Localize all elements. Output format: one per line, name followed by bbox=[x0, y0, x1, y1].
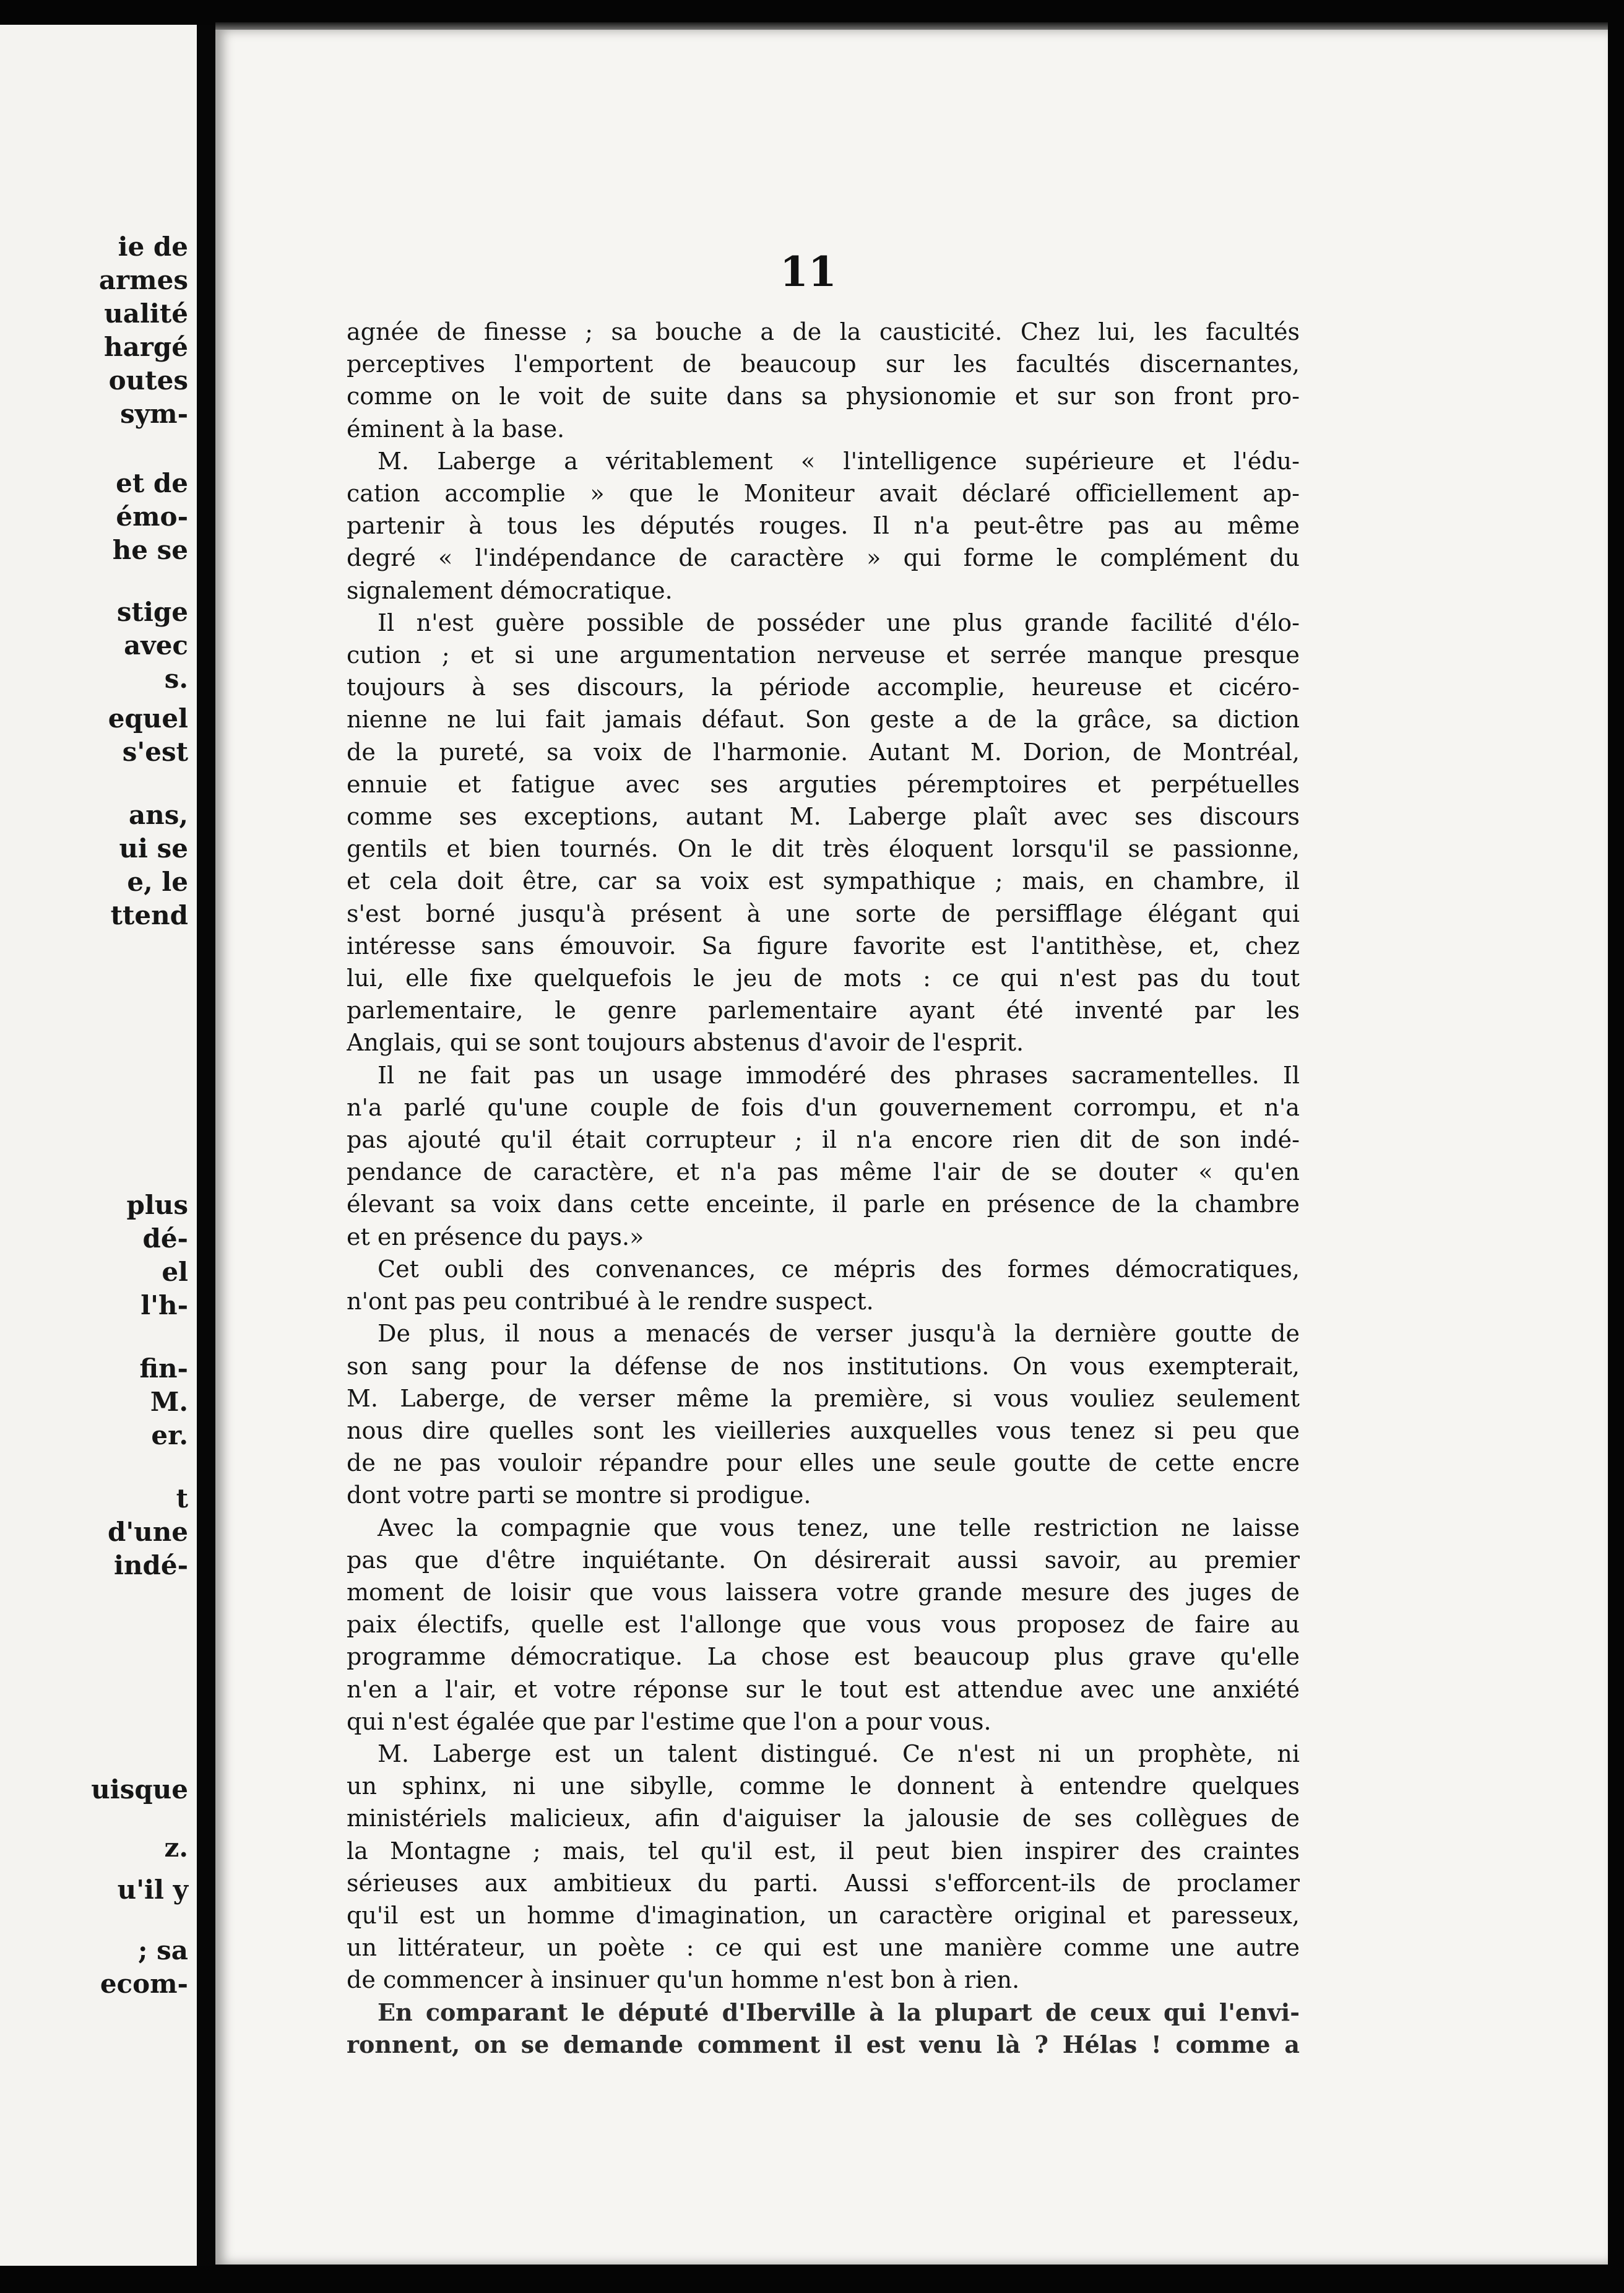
paragraph bbox=[347, 1059, 1300, 1253]
text-line: de commencer à insinuer qu'un homme n'est bon à rien. bbox=[347, 1966, 1020, 1994]
text-line: un sphinx, ni une sibylle, comme le donnent à entendre quelques bbox=[347, 1772, 1300, 1800]
text-line: son sang pour la défense de nos institutions. On vous exempterait, bbox=[347, 1352, 1300, 1380]
facing-page-text-line: ; sa bbox=[138, 1935, 188, 1966]
facing-page-text-line: ecom- bbox=[100, 1969, 188, 1999]
paragraph bbox=[347, 1512, 1300, 1738]
text-line: pas que d'être inquiétante. On désirerait aussi savoir, au premier bbox=[347, 1546, 1300, 1574]
facing-page-text-line: he se bbox=[112, 535, 188, 565]
facing-page-text-line: l'h- bbox=[140, 1290, 188, 1320]
text-line: n'ont pas peu contribué à le rendre suspect. bbox=[347, 1288, 874, 1316]
text-line: parlementaire, le genre parlementaire ayant été inventé par les bbox=[347, 997, 1300, 1025]
text-line: signalement démocratique. bbox=[347, 576, 673, 604]
text-line: Il n'est guère possible de posséder une plus grande facilité d'élo- bbox=[378, 609, 1300, 636]
facing-page-text-line: stige bbox=[116, 597, 188, 627]
text-line: nienne ne lui fait jamais défaut. Son geste a de la grâce, sa diction bbox=[347, 706, 1300, 734]
text-line: ministériels malicieux, afin d'aiguiser la jalousie de ses collègues de bbox=[347, 1805, 1300, 1832]
text-line: toujours à ses discours, la période accomplie, heureuse et cicéro- bbox=[347, 674, 1300, 701]
facing-page-text-line: plus bbox=[126, 1190, 188, 1220]
body-text bbox=[347, 316, 1300, 2061]
paragraph bbox=[347, 1253, 1300, 1317]
text-line: dont votre parti se montre si prodigue. bbox=[347, 1481, 811, 1509]
paragraph bbox=[347, 445, 1300, 607]
text-line: nous dire quelles sont les vieilleries auxquelles vous tenez si peu que bbox=[347, 1416, 1300, 1444]
paragraph bbox=[347, 316, 1300, 445]
facing-page-text-line: fin- bbox=[139, 1353, 188, 1384]
text-line: perceptives l'emportent de beaucoup sur les facultés discernantes, bbox=[347, 350, 1300, 378]
text-line: Anglais, qui se sont toujours abstenus d'avoir de l'esprit. bbox=[347, 1029, 1024, 1057]
facing-page-text-line: M. bbox=[150, 1387, 188, 1417]
text-line: programme démocratique. La chose est beaucoup plus grave qu'elle bbox=[347, 1643, 1300, 1671]
text-line: élevant sa voix dans cette enceinte, il parle en présence de la chambre bbox=[347, 1190, 1300, 1218]
facing-page-text-line: outes bbox=[108, 365, 188, 396]
facing-page-text-line: d'une bbox=[107, 1517, 188, 1547]
facing-page-text-line: indé- bbox=[113, 1550, 188, 1580]
facing-page-text-line: u'il y bbox=[117, 1875, 188, 1905]
text-line: agnée de finesse ; sa bouche a de la causticité. Chez lui, les facultés bbox=[347, 318, 1300, 345]
paragraph bbox=[347, 1317, 1300, 1511]
facing-page-text-line: equel bbox=[108, 703, 188, 734]
text-line: un littérateur, un poète : ce qui est une manière comme une autre bbox=[347, 1934, 1300, 1962]
facing-page-text-line: er. bbox=[151, 1420, 188, 1450]
text-line: s'est borné jusqu'à présent à une sorte de persifflage élégant qui bbox=[347, 899, 1300, 927]
text-line: degré « l'indépendance de caractère » qui forme le complément du bbox=[347, 544, 1300, 572]
text-line: pas ajouté qu'il était corrupteur ; il n'a encore rien dit de son indé- bbox=[347, 1126, 1300, 1154]
text-line: partenir à tous les députés rouges. Il n'a peut-être pas au même bbox=[347, 512, 1300, 540]
facing-page-text-line: e, le bbox=[127, 867, 188, 897]
facing-page-text-line: ie de bbox=[118, 232, 188, 262]
facing-page-text-line: hargé bbox=[104, 332, 188, 362]
facing-page-text-line: ans, bbox=[128, 800, 188, 830]
facing-page-text-line: s'est bbox=[122, 737, 188, 767]
facing-page-text-line: ualité bbox=[104, 298, 188, 329]
text-line: intéresse sans émouvoir. Sa figure favorite est l'antithèse, et, chez bbox=[347, 932, 1300, 960]
text-line: de ne pas vouloir répandre pour elles une seule goutte de cette encre bbox=[347, 1449, 1300, 1477]
text-line: De plus, il nous a menacés de verser jusqu'à la dernière goutte de bbox=[378, 1320, 1300, 1348]
text-line: moment de loisir que vous laissera votre grande mesure des juges de bbox=[347, 1578, 1300, 1606]
book-gutter bbox=[197, 25, 215, 2266]
text-line: comme ses exceptions, autant M. Laberge plaît avec ses discours bbox=[347, 803, 1300, 831]
text-line: M. Laberge est un talent distingué. Ce n'est ni un prophète, ni bbox=[378, 1740, 1300, 1767]
facing-page-text-line: sym- bbox=[120, 399, 188, 429]
text-line: ennuie et fatigue avec ses arguties péremptoires et perpétuelles bbox=[347, 770, 1300, 798]
paragraph bbox=[347, 1996, 1300, 2061]
facing-page-text-line: armes bbox=[98, 265, 188, 295]
text-line: Avec la compagnie que vous tenez, une telle restriction ne laisse bbox=[378, 1514, 1300, 1541]
facing-page-text-line: ui se bbox=[119, 833, 188, 864]
paragraph bbox=[347, 607, 1300, 1059]
text-line: qui n'est égalée que par l'estime que l'on a pour vous. bbox=[347, 1707, 991, 1735]
page-number: 11 bbox=[780, 248, 837, 296]
text-line: n'en a l'air, et votre réponse sur le tout est attendue avec une anxiété bbox=[347, 1675, 1300, 1703]
text-line: Il ne fait pas un usage immodéré des phrases sacramentelles. Il bbox=[378, 1061, 1300, 1089]
text-line: Cet oubli des convenances, ce mépris des formes démocratiques, bbox=[378, 1255, 1300, 1283]
text-line: et en présence du pays.» bbox=[347, 1223, 644, 1251]
text-line: M. Laberge a véritablement « l'intelligence supérieure et l'édu- bbox=[378, 447, 1300, 475]
text-line: éminent à la base. bbox=[347, 415, 565, 443]
text-line: comme on le voit de suite dans sa physionomie et sur son front pro- bbox=[347, 383, 1300, 410]
facing-page-text-line: avec bbox=[124, 630, 188, 661]
text-line: M. Laberge, de verser même la première, si vous vouliez seulement bbox=[347, 1384, 1300, 1412]
text-line: la Montagne ; mais, tel qu'il est, il peut bien inspirer des craintes bbox=[347, 1837, 1300, 1865]
text-line: lui, elle fixe quelquefois le jeu de mots : ce qui n'est pas du tout bbox=[347, 964, 1300, 992]
text-line: paix électifs, quelle est l'allonge que vous vous proposez de faire au bbox=[347, 1611, 1300, 1639]
text-line: cution ; et si une argumentation nerveuse et serrée manque presque bbox=[347, 641, 1300, 669]
paragraph bbox=[347, 1738, 1300, 1996]
facing-page-text-line: uisque bbox=[91, 1774, 188, 1805]
facing-page-text-line: émo- bbox=[116, 501, 188, 532]
facing-page-text-line: dé- bbox=[142, 1223, 188, 1254]
facing-page-text-line: et de bbox=[116, 468, 188, 498]
facing-page-text-line: s. bbox=[164, 664, 188, 694]
text-line: En comparant le député d'Iberville à la plupart de ceux qui l'envi- bbox=[378, 1998, 1300, 2026]
facing-page-text-line: t bbox=[176, 1483, 188, 1514]
text-line: pendance de caractère, et n'a pas même l'air de se douter « qu'en bbox=[347, 1158, 1300, 1186]
facing-page-fragment bbox=[0, 25, 197, 2266]
text-line: ronnent, on se demande comment il est venu là ? Hélas ! comme a bbox=[347, 2030, 1300, 2058]
text-line: gentils et bien tournés. On le dit très éloquent lorsqu'il se passionne, bbox=[347, 835, 1300, 863]
facing-page-text-line: z. bbox=[164, 1832, 188, 1863]
text-line: et cela doit être, car sa voix est sympathique ; mais, en chambre, il bbox=[347, 867, 1300, 895]
text-line: n'a parlé qu'une couple de fois d'un gouvernement corrompu, et n'a bbox=[347, 1093, 1300, 1121]
facing-page-text-line: el bbox=[162, 1257, 188, 1287]
text-line: qu'il est un homme d'imagination, un caractère original et paresseux, bbox=[347, 1901, 1300, 1929]
text-line: de la pureté, sa voix de l'harmonie. Autant M. Dorion, de Montréal, bbox=[347, 738, 1300, 766]
text-line: cation accomplie » que le Moniteur avait déclaré officiellement ap- bbox=[347, 480, 1300, 508]
text-line: sérieuses aux ambitieux du parti. Aussi s'efforcent-ils de proclamer bbox=[347, 1869, 1300, 1897]
facing-page-text-line: ttend bbox=[110, 900, 188, 930]
